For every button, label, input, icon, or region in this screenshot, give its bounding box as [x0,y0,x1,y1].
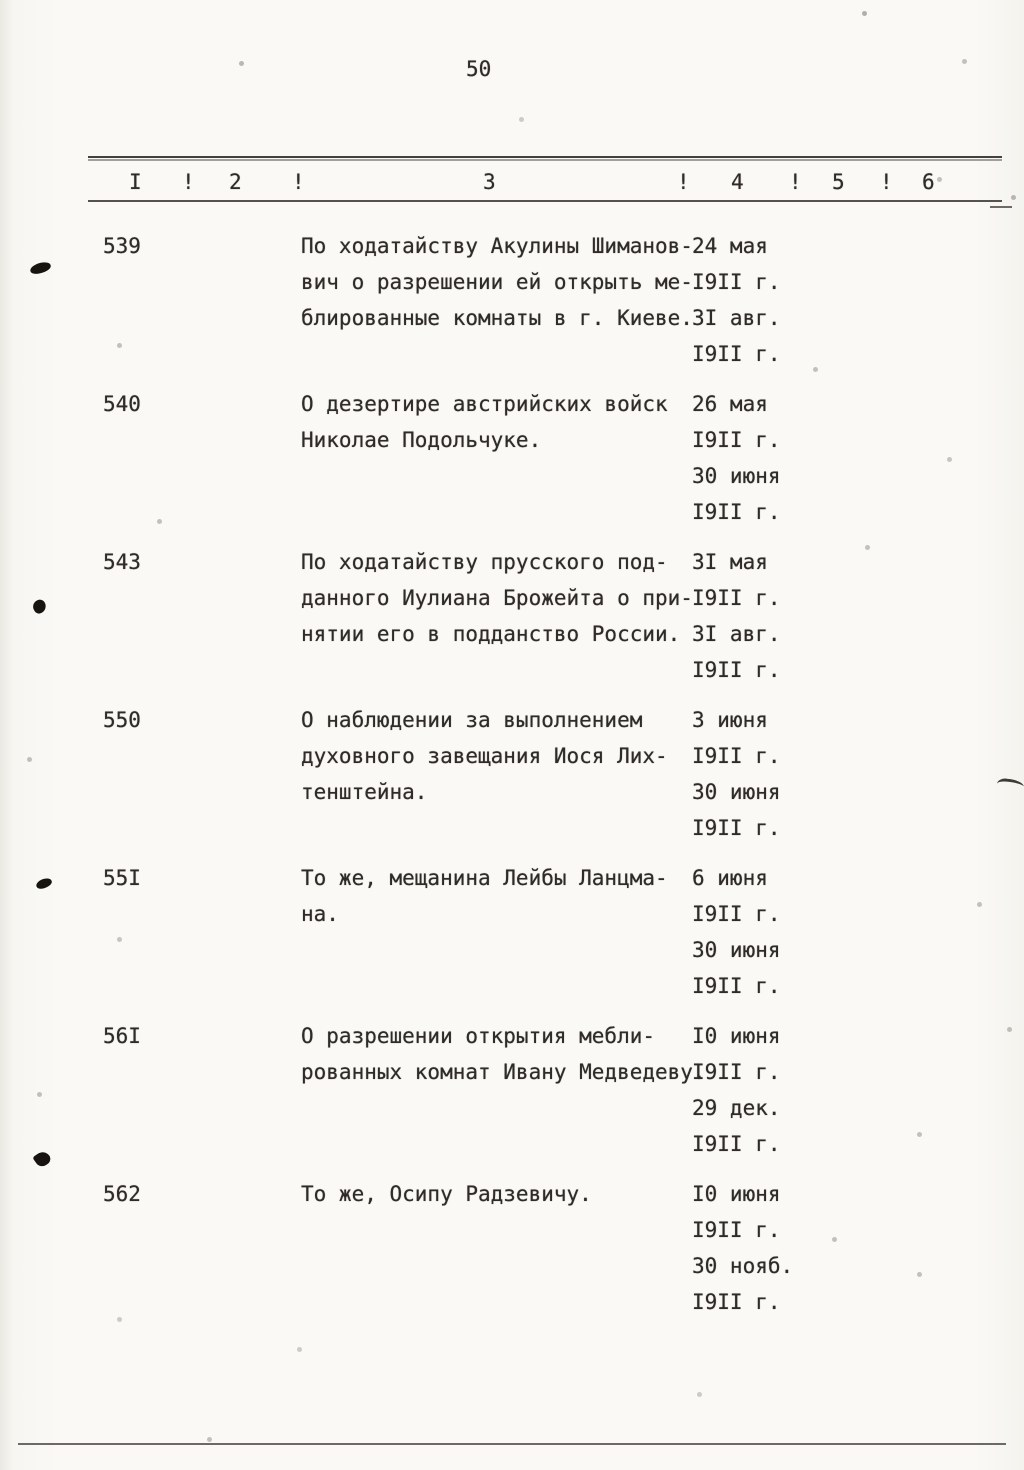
entry-description [301,544,693,652]
date-line: I9II г. [692,902,781,926]
entry-number: 539 [103,234,141,258]
table-row [0,1176,1024,1320]
date-line: 3 июня [692,708,768,732]
date-line: 26 мая [692,392,768,416]
entry-dates [692,702,781,846]
entry-description [301,702,668,810]
table-header-rule [88,200,1002,202]
date-line: I9II г. [692,744,781,768]
description-line: нятии его в подданство России. [301,622,681,646]
date-line: I9II г. [692,1290,781,1314]
table-row [0,386,1024,530]
date-line: I0 июня [692,1182,781,1206]
date-line: I9II г. [692,974,781,998]
entry-dates [692,386,781,530]
page-bottom-rule [18,1443,1006,1445]
entry-dates [692,228,781,372]
entry-dates [692,1018,781,1162]
entry-description [301,1018,706,1090]
date-line: 30 июня [692,938,781,962]
column-header-6: 6 [922,170,935,194]
column-header-3: 3 [483,170,496,194]
entry-description [301,860,668,932]
description-line: данного Иулиана Брожейта о при- [301,586,693,610]
entry-dates [692,544,781,688]
column-header-2: 2 [229,170,242,194]
page-number: 50 [466,57,492,81]
date-line: I9II г. [692,586,781,610]
column-separator: ! [182,170,195,194]
date-line: I9II г. [692,428,781,452]
table-row [0,702,1024,846]
description-line: тенштейна. [301,780,428,804]
column-separator: ! [292,170,305,194]
description-line: По ходатайству прусского под- [301,550,668,574]
date-line: 30 июня [692,780,781,804]
entry-description [301,386,668,458]
table-row [0,1018,1024,1162]
entry-number: 550 [103,708,141,732]
description-line: духовного завещания Иося Лих- [301,744,668,768]
date-line: 3I авг. [692,622,781,646]
date-line: I9II г. [692,1218,781,1242]
date-line: 3I мая [692,550,768,574]
date-line: I9II г. [692,816,781,840]
date-line: 30 нояб. [692,1254,794,1278]
description-line: Николае Подольчуке. [301,428,542,452]
entry-number: 540 [103,392,141,416]
table-row [0,544,1024,688]
date-line: I9II г. [692,1060,781,1084]
entry-number: 543 [103,550,141,574]
date-line: 29 дек. [692,1096,781,1120]
column-header-4: 4 [731,170,744,194]
description-line: блированные комнаты в г. Киеве. [301,306,693,330]
column-separator: ! [880,170,893,194]
column-header-5: 5 [832,170,845,194]
entry-number: 562 [103,1182,141,1206]
description-line: на. [301,902,339,926]
date-line: 6 июня [692,866,768,890]
entries-list [0,228,1024,1334]
date-line: 24 мая [692,234,768,258]
table-row [0,228,1024,372]
table-row [0,860,1024,1004]
date-line: I9II г. [692,270,781,294]
entry-dates [692,1176,793,1320]
scan-specks [0,0,3,3]
description-line: То же, Осипу Радзевичу. [301,1182,592,1206]
date-line: 30 июня [692,464,781,488]
entry-dates [692,860,781,1004]
description-line: О разрешении открытия мебли- [301,1024,656,1048]
description-line: вич о разрешении ей открыть ме- [301,270,693,294]
table-top-rule [88,156,1002,158]
description-line: рованных комнат Ивану Медведеву. [301,1060,706,1084]
entry-number: 55I [103,866,141,890]
date-line: I0 июня [692,1024,781,1048]
description-line: О дезертире австрийских войск [301,392,668,416]
column-separator: ! [789,170,802,194]
column-header-1: I [129,170,142,194]
entry-description [301,228,693,336]
table-header-rule-notch [990,206,1012,208]
date-line: I9II г. [692,342,781,366]
description-line: По ходатайству Акулины Шиманов- [301,234,693,258]
date-line: I9II г. [692,1132,781,1156]
table-header [0,165,1024,199]
column-separator: ! [677,170,690,194]
date-line: I9II г. [692,658,781,682]
date-line: 3I авг. [692,306,781,330]
description-line: О наблюдении за выполнением [301,708,643,732]
entry-description [301,1176,592,1212]
description-line: То же, мещанина Лейбы Ланцма- [301,866,668,890]
entry-number: 56I [103,1024,141,1048]
date-line: I9II г. [692,500,781,524]
